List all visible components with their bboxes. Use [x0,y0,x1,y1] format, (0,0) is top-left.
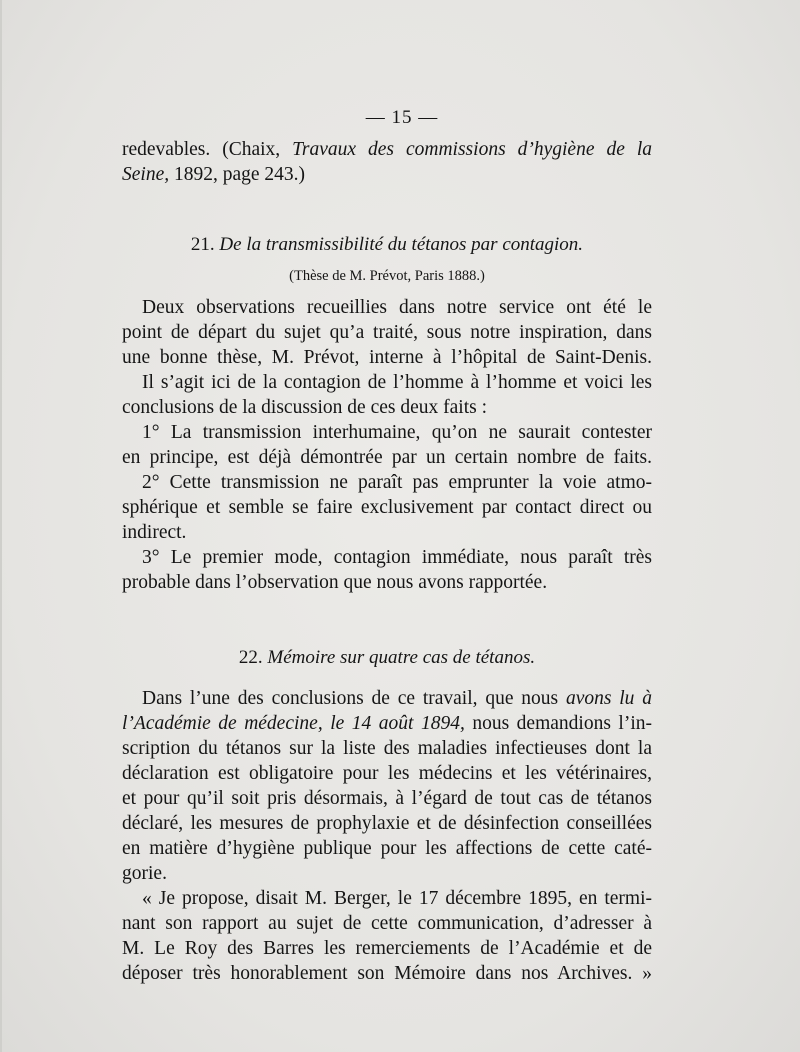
section-21-body [122,295,652,595]
body-line: M. Le Roy des Barres les remerciements de l’Académie et de [122,938,652,959]
body-line: nant son rapport au sujet de cette communication, d’adresser à [122,913,652,934]
body-line: Deux observations recueillies dans notre service ont été le [142,297,652,318]
intro-paragraph [122,137,652,187]
section-21-heading: 21. De la transmissibilité du tétanos par contagion. [190,234,584,255]
body-line: indirect. [122,522,187,543]
body-line: conclusions de la discussion de ces deux faits : [122,397,488,418]
body-line: en matière d’hygiène publique pour les affections de cette caté- [122,838,652,859]
body-line: gorie. [122,863,167,884]
body-line: déclaré, les mesures de prophylaxie et de désinfection conseillées [122,813,652,834]
body-line: déposer très honorablement son Mémoire dans nos Archives. » [122,963,652,984]
body-line: 3° Le premier mode, contagion immédiate, nous paraît très [142,547,652,568]
intro-line-1: redevables. (Chaix, Travaux des commissions d’hygiène de la [122,139,652,160]
body-line: « Je propose, disait M. Berger, le 17 décembre 1895, en termi- [142,888,652,909]
page-number: — 15 — [365,107,439,128]
body-line: en principe, est déjà démontrée par un certain nombre de faits. [122,447,652,468]
body-line: scription du tétanos sur la liste des maladies infectieuses dont la [122,738,652,759]
body-line: déclaration est obligatoire pour les médecins et les vétérinaires, [122,763,652,784]
body-line: Dans l’une des conclusions de ce travail, que nous avons lu à [142,688,652,709]
intro-line-2: Seine, 1892, page 243.) [122,164,306,185]
body-line: sphérique et semble se faire exclusivement par contact direct ou [122,497,652,518]
section-21-subtitle: (Thèse de M. Prévot, Paris 1888.) [289,268,485,284]
body-line: et pour qu’il soit pris désormais, à l’égard de tout cas de tétanos [122,788,652,809]
section-22-body [122,687,652,987]
section-22-heading: 22. Mémoire sur quatre cas de tétanos. [238,647,536,668]
body-line: l’Académie de médecine, le 14 août 1894, nous demandions l’in- [122,713,652,734]
body-line: probable dans l’observation que nous avons rapportée. [122,572,548,593]
body-line: 1° La transmission interhumaine, qu’on ne saurait contester [142,422,652,443]
body-line: 2° Cette transmission ne paraît pas emprunter la voie atmo- [142,472,652,493]
body-line: Il s’agit ici de la contagion de l’homme à l’homme et voici les [142,372,652,393]
body-line: point de départ du sujet qu’a traité, sous notre inspiration, dans [122,322,652,343]
body-line: une bonne thèse, M. Prévot, interne à l’hôpital de Saint-Denis. [122,347,652,368]
